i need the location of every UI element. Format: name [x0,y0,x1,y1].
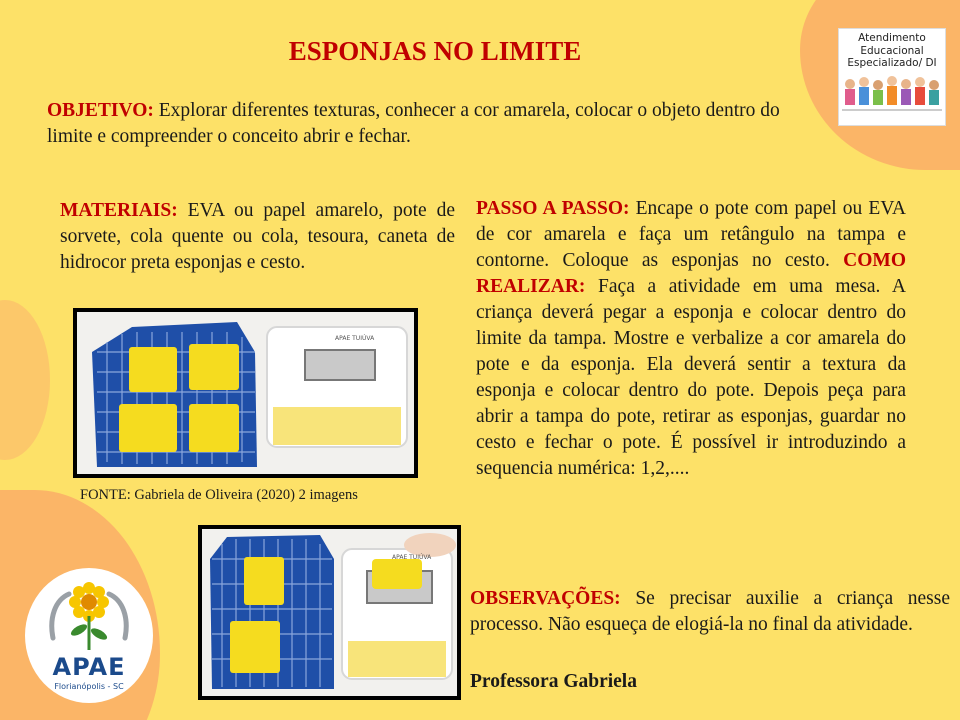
observations-text: Se precisar auxilie a criança nesse processo. Não esqueça de elogiá-la no final da atividade. [470,588,950,635]
photo-caption: FONTE: Gabriela de Oliveira (2020) 2 imagens [80,487,358,503]
apae-name: APAE [52,653,126,681]
sponge-2 [189,344,239,390]
how-to-text: Faça a atividade em uma mesa. A criança deverá pegar a esponja e colocar dentro do limite da tampa. Mostre e verbalize a cor amarela do pote e da esponja. Ela deverá sentir a textura da esponja e colocar dentro do pote. Depois peça para abrir a tampa do pote, retirar as esponjas, guardar no cesto e fechar o pote. É possível ir introduzindo a sequencia numérica: 1,2,.... [476,276,906,479]
objective-paragraph [47,98,817,150]
activity-photo-1 [73,308,418,478]
activity-photo-2 [198,525,461,700]
sponge-1 [129,347,177,392]
materials-text: EVA ou papel amarelo, pote de sorvete, cola quente ou cola, tesoura, caneta de hidrocor preta esponjas e cesto. [60,200,455,273]
apae-logo [25,568,153,703]
flower-icon [25,568,153,653]
aee-line-1: Atendimento [858,32,926,44]
steps-label: PASSO A PASSO: [476,198,630,219]
sponge-5 [244,557,284,605]
aee-line-3: Especializado/ DI [847,57,937,69]
apae-city: Florianópolis - SC [54,682,124,691]
steps-text: Encape o pote com papel ou EVA de cor amarela e faça um retângulo na tampa e contorne. Coloque as esponjas no cesto. [476,198,906,271]
children-illustration [840,70,944,122]
decor-blob-left [0,300,50,460]
observations-label: OBSERVAÇÕES: [470,588,621,609]
photo-2-illustration [202,529,457,696]
aee-line-2: Educacional [860,44,924,57]
sponge-3 [119,404,177,452]
lid-label-1: APAE TUIÚVA [335,335,375,342]
page-title: ESPONJAS NO LIMITE [288,36,582,66]
steps-paragraph [476,196,906,482]
how-to-label: COMO REALIZAR: [476,250,906,297]
signature: Professora Gabriela [470,671,637,692]
aee-badge [838,28,946,126]
objective-label: OBJETIVO: [47,100,154,121]
sponge-6 [230,621,280,673]
lid-label-2: APAE TUIÚVA [392,554,432,561]
sponge-4 [189,404,239,452]
observations-paragraph [470,586,950,638]
materials-paragraph [60,198,455,276]
photo-1-illustration [77,312,414,474]
objective-text: Explorar diferentes texturas, conhecer a cor amarela, colocar o objeto dentro do limite e compreender o conceito abrir e fechar. [47,100,780,147]
materials-label: MATERIAIS: [60,200,178,221]
